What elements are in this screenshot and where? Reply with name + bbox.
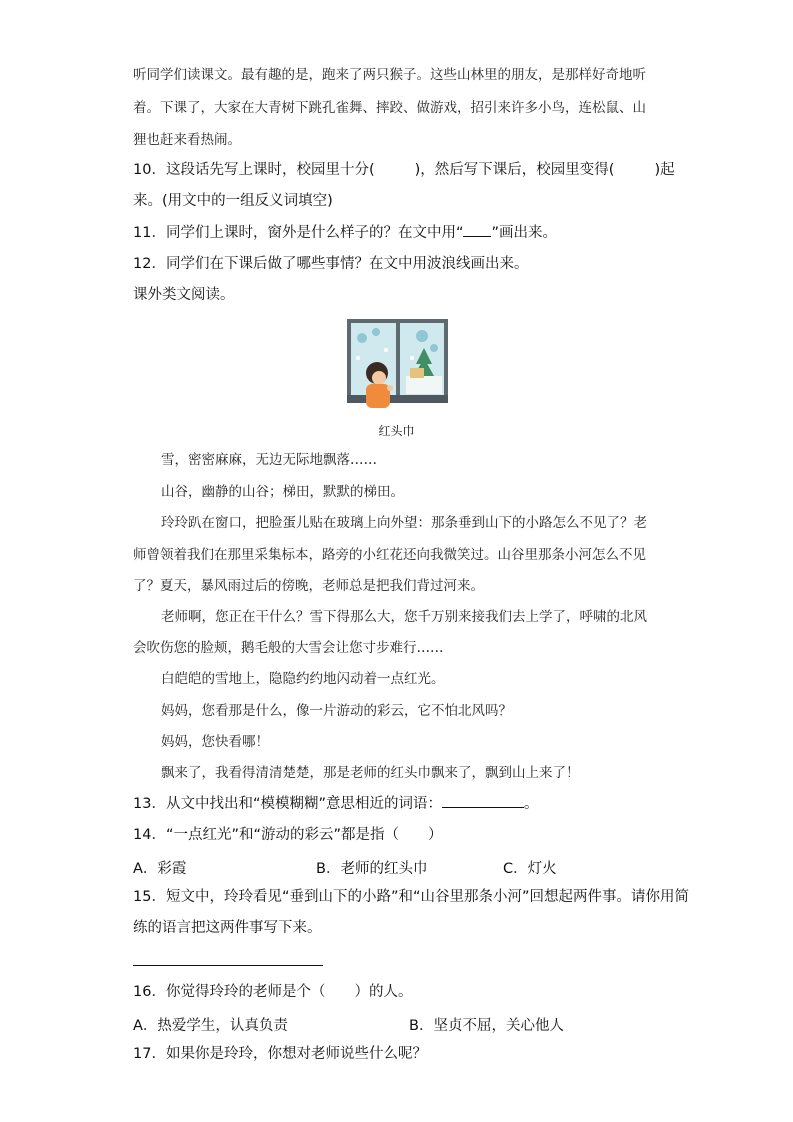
- question-13-text: 13．从文中找出和“模模糊糊”意思相近的词语：: [133, 796, 442, 812]
- question-13-end: 。: [523, 796, 539, 812]
- passage-line: 听同学们读课文。最有趣的是，跑来了两只猴子。这些山林里的朋友，是那样好奇地听: [133, 67, 646, 83]
- question-15: 15．短文中，玲玲看见“垂到山下的小路”和“山谷里那条小河”回想起两件事。请你用简: [133, 889, 689, 905]
- question-15-line2: 练的语言把这两件事写下来。: [133, 920, 322, 936]
- image-caption: 红头巾: [378, 424, 415, 438]
- passage-line: 着。下课了，大家在大青树下跳孔雀舞、摔跤、做游戏，招引来许多小鸟，连松鼠、山: [133, 100, 646, 116]
- window-girl-illustration: [346, 318, 449, 409]
- question-14: 14．“一点红光”和“游动的彩云”都是指（ ）: [133, 827, 443, 843]
- q14-option-b[interactable]: B．老师的红头巾: [316, 861, 428, 877]
- question-10-line2: 来。(用文中的一组反义词填空): [133, 193, 333, 209]
- story-line: 妈妈，您快看哪！: [161, 734, 269, 750]
- story-line: 了？夏天，暴风雨过后的傍晚，老师总是把我们背过河来。: [133, 578, 484, 594]
- question-16: 16．你觉得玲玲的老师是个（ ）的人。: [133, 984, 413, 1000]
- question-13: [133, 795, 538, 813]
- question-11-text: 11．同学们上课时，窗外是什么样子的？在文中用“: [133, 225, 464, 241]
- passage-line: 狸也赶来看热闹。: [133, 132, 241, 148]
- story-line: 师曾领着我们在那里采集标本，路旁的小红花还向我微笑过。山谷里那条小河怎么不见: [133, 547, 646, 563]
- question-11-text-end: ”画出来。: [491, 225, 557, 241]
- answer-blank[interactable]: [442, 795, 524, 808]
- story-line: 会吹伤您的脸颊，鹅毛般的大雪会让您寸步难行……: [133, 640, 444, 656]
- q14-option-a[interactable]: A．彩霞: [133, 861, 187, 877]
- story-line: 山谷，幽静的山谷；梯田，默默的梯田。: [161, 484, 404, 500]
- story-line: 玲玲趴在窗口，把脸蛋儿贴在玻璃上向外望：那条垂到山下的小路怎么不见了？老: [161, 515, 647, 531]
- story-line: 飘来了，我看得清清楚楚，那是老师的红头巾飘来了，飘到山上来了！: [161, 765, 580, 781]
- question-11: [133, 224, 557, 242]
- underline-mark: [463, 224, 491, 237]
- question-10-part1: 10．这段话先写上课时，校园里十分(: [133, 162, 375, 178]
- q16-option-a[interactable]: A．热爱学生，认真负责: [133, 1018, 288, 1034]
- question-17: 17．如果你是玲玲，你想对老师说些什么呢？: [133, 1046, 427, 1062]
- answer-line[interactable]: [133, 965, 323, 966]
- question-10-part2: )，然后写下课后，校园里变得(: [414, 162, 615, 178]
- section-title: 课外类文阅读。: [133, 287, 235, 303]
- question-12: 12．同学们在下课后做了哪些事情？在文中用波浪线画出来。: [133, 256, 529, 272]
- story-line: 妈妈，您看那是什么，像一片游动的彩云，它不怕北风吗？: [161, 703, 512, 719]
- q16-option-b[interactable]: B．坚贞不屈，关心他人: [409, 1018, 564, 1034]
- story-line: 雪，密密麻麻，无边无际地飘落……: [161, 452, 377, 468]
- story-line: 老师啊，您正在干什么？雪下得那么大，您千万别来接我们去上学了，呼啸的北风: [161, 609, 647, 625]
- q14-option-c[interactable]: C．灯火: [503, 861, 557, 877]
- question-10: [133, 161, 675, 179]
- question-10-part3: )起: [654, 162, 675, 178]
- story-line: 白皑皑的雪地上，隐隐约约地闪动着一点红光。: [161, 671, 445, 687]
